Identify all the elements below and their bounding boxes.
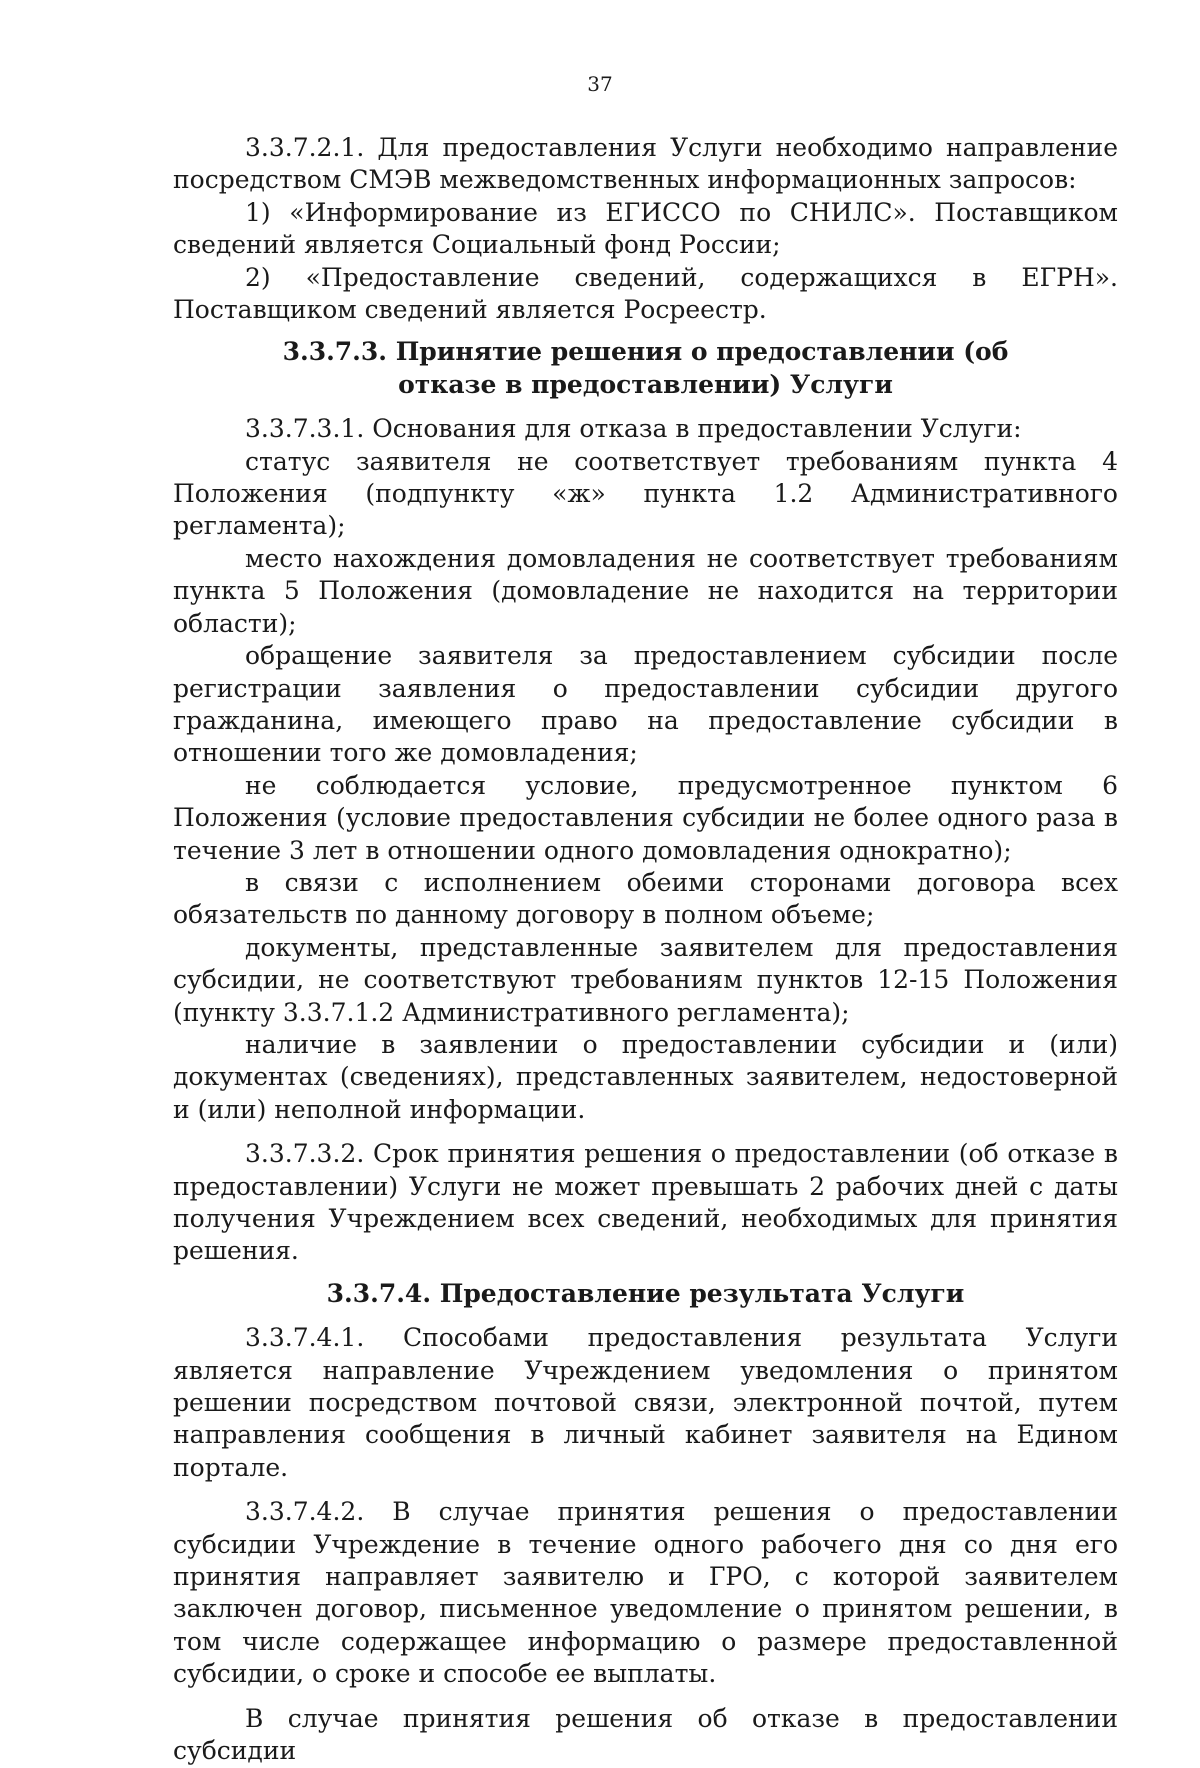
- paragraph: статус заявителя не соответствует требованиям пункта 4 Положения (подпункту «ж» пункта 1.2 Административного регламента);: [173, 446, 1118, 541]
- paragraph: обращение заявителя за предоставлением субсидии после регистрации заявления о предоставлении субсидии другого гражданина, имеющего право на предоставление субсидии в отношении того же домовладения;: [173, 641, 1118, 768]
- document-body: [173, 132, 1118, 1768]
- paragraph: 1) «Информирование из ЕГИССО по СНИЛС». Поставщиком сведений является Социальный фонд России;: [173, 197, 1118, 260]
- paragraph: 3.3.7.4.2. В случае принятия решения о предоставлении субсидии Учреждение в течение одного рабочего дня со дня его принятия направляет заявителю и ГРО, с которой заявителем заключен договор, письменное уведомление о принятом решении, в том числе содержащее информацию о размере предоставленной субсидии, о сроке и способе ее выплаты.: [173, 1497, 1118, 1689]
- paragraph: В случае принятия решения об отказе в предоставлении субсидии: [173, 1703, 1118, 1766]
- section-heading: 3.3.7.4. Предоставление результата Услуги: [326, 1278, 965, 1308]
- page-number: 37: [587, 72, 613, 96]
- paragraph: место нахождения домовладения не соответствует требованиям пункта 5 Положения (домовладение не находится на территории области);: [173, 543, 1118, 638]
- paragraph: 3.3.7.3.2. Срок принятия решения о предоставлении (об отказе в предоставлении) Услуги не может превышать 2 рабочих дней с даты получения Учреждением всех сведений, необходимых для принятия решения.: [173, 1139, 1118, 1266]
- paragraph: документы, представленные заявителем для предоставления субсидии, не соответствуют требованиям пунктов 12-15 Положения (пункту 3.3.7.1.2 Административного регламента);: [173, 932, 1118, 1027]
- paragraph: в связи с исполнением обеими сторонами договора всех обязательств по данному договору в полном объеме;: [173, 867, 1118, 930]
- paragraph: наличие в заявлении о предоставлении субсидии и (или) документах (сведениях), представленных заявителем, недостоверной и (или) неполной информации.: [173, 1029, 1118, 1124]
- paragraph: 3.3.7.3.1. Основания для отказа в предоставлении Услуги:: [245, 414, 1022, 444]
- paragraph: не соблюдается условие, предусмотренное пунктом 6 Положения (условие предоставления субсидии не более одного раза в течение 3 лет в отношении одного домовладения однократно);: [173, 770, 1118, 865]
- paragraph: 3.3.7.2.1. Для предоставления Услуги необходимо направление посредством СМЭВ межведомственных информационных запросов:: [173, 133, 1118, 195]
- section-heading: 3.3.7.3. Принятие решения о предоставлении (об отказе в предоставлении) Услуги: [282, 337, 1009, 399]
- paragraph: 2) «Предоставление сведений, содержащихся в ЕГРН». Поставщиком сведений является Росреестр.: [173, 262, 1118, 325]
- paragraph: 3.3.7.4.1. Способами предоставления результата Услуги является направление Учреждением уведомления о принятом решении посредством почтовой связи, электронной почтой, путем направления сообщения в личный кабинет заявителя на Едином портале.: [173, 1323, 1118, 1482]
